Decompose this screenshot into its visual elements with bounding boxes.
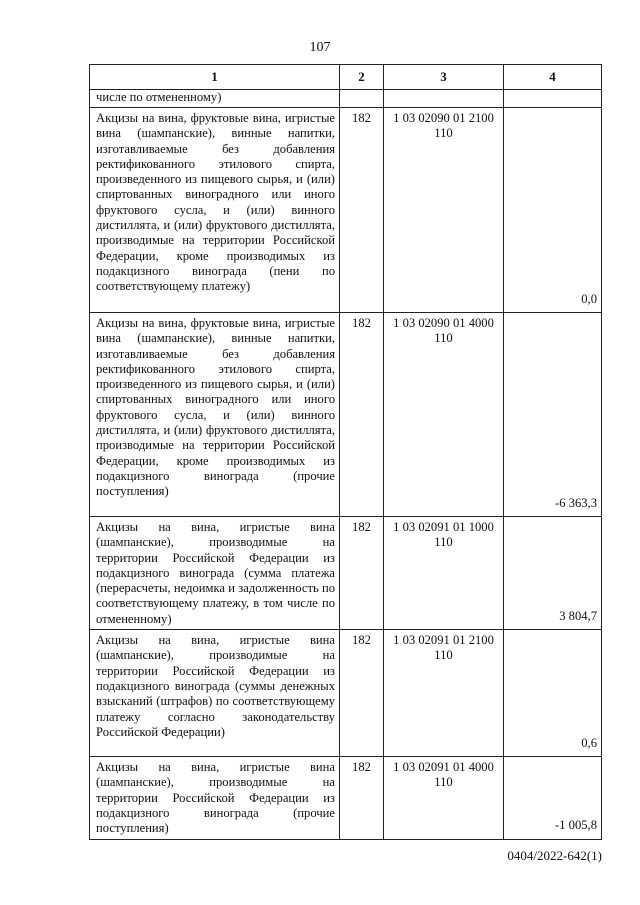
budget-code: 1 03 02090 01 2100 110 <box>384 108 504 313</box>
budget-code: 1 03 02091 01 4000 110 <box>384 757 504 839</box>
amount: 0,6 <box>504 630 602 757</box>
revenue-name: Акцизы на вина, игристые вина (шампанские), производимые на территории Российской Федерации из подакцизного винограда (суммы денежных взысканий (штрафов) по соответствующему платежу согласно законодательству Российской Федерации) <box>90 630 340 757</box>
admin-code: 182 <box>340 630 384 757</box>
continuation-text: числе по отмененному) <box>90 90 340 108</box>
document-reference: 0404/2022-642(1) <box>507 848 602 863</box>
header-col-2: 2 <box>340 65 384 90</box>
budget-code: 1 03 02091 01 2100 110 <box>384 630 504 757</box>
header-col-4: 4 <box>504 65 602 90</box>
admin-code: 182 <box>340 517 384 630</box>
budget-code: 1 03 02090 01 4000 110 <box>384 313 504 517</box>
revenue-name: Акцизы на вина, игристые вина (шампанские), производимые на территории Российской Федерации из подакцизного винограда (прочие поступления) <box>90 757 340 839</box>
continuation-cell-2 <box>340 90 384 108</box>
header-col-1: 1 <box>90 65 340 90</box>
table-row <box>90 757 602 839</box>
amount: 0,0 <box>504 108 602 313</box>
revenue-name: Акцизы на вина, фруктовые вина, игристые вина (шампанские), винные напитки, изготавливаемые без добавления ректификованного этилового спирта, произведенного из пищевого сырья, и (или) спиртованных виноградного или иного фруктового сусла, и (или) винного дистиллята, и (или) фруктового дистиллята, производимые на территории Российской Федерации, кроме производимых из подакцизного винограда (прочие поступления) <box>90 313 340 517</box>
admin-code: 182 <box>340 757 384 839</box>
revenue-name: Акцизы на вина, игристые вина (шампанские), производимые на территории Российской Федерации из подакцизного винограда (сумма платежа (перерасчеты, недоимка и задолженность по соответствующему платежу, в том числе по отмененному) <box>90 517 340 630</box>
budget-table <box>89 64 602 840</box>
admin-code: 182 <box>340 313 384 517</box>
table-row <box>90 108 602 313</box>
admin-code: 182 <box>340 108 384 313</box>
header-col-3: 3 <box>384 65 504 90</box>
amount: 3 804,7 <box>504 517 602 630</box>
table-row <box>90 630 602 757</box>
continuation-cell-3 <box>384 90 504 108</box>
budget-code: 1 03 02091 01 1000 110 <box>384 517 504 630</box>
amount: -1 005,8 <box>504 757 602 839</box>
revenue-name: Акцизы на вина, фруктовые вина, игристые вина (шампанские), винные напитки, изготавливаемые без добавления ректификованного этилового спирта, произведенного из пищевого сырья, и (или) спиртованных виноградного или иного фруктового сусла, и (или) винного дистиллята, и (или) фруктового дистиллята, производимые на территории Российской Федерации, кроме производимых из подакцизного винограда (пени по соответствующему платежу) <box>90 108 340 313</box>
continuation-cell-4 <box>504 90 602 108</box>
continuation-row <box>90 90 602 108</box>
page-number: 107 <box>309 40 331 55</box>
header-row <box>90 65 602 90</box>
table-row <box>90 313 602 517</box>
amount: -6 363,3 <box>504 313 602 517</box>
table-row <box>90 517 602 630</box>
